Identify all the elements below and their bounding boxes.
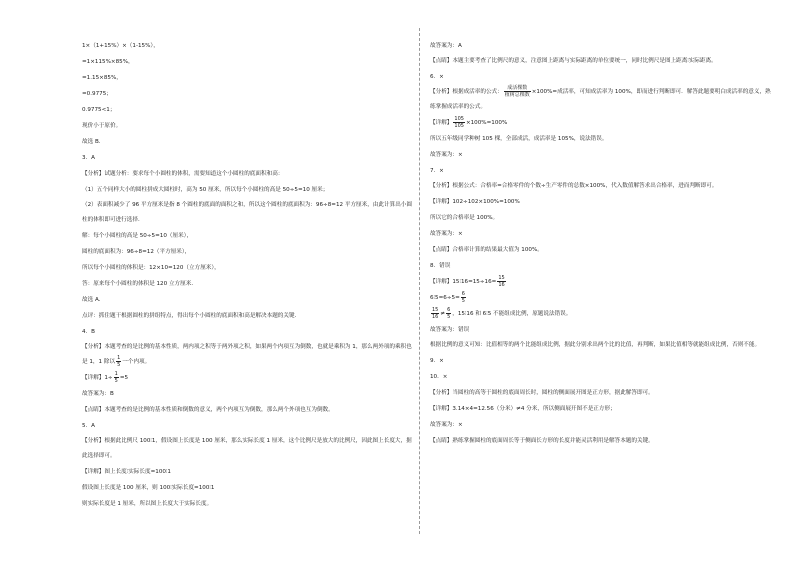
fraction [497, 275, 505, 288]
analysis-text: 【分析】根据成活率的公式： [430, 89, 503, 95]
comment-line: 【点睛】熟练掌握圆柱的底面周长等于侧面长方形的长度并能灵活利用是解答本题的关键。 [430, 438, 654, 444]
not-equal-sign: ≠ [440, 311, 446, 317]
text-line: 答：原来每个小圆柱的体积是 120 立方厘米． [82, 281, 197, 287]
text-line: 1×（1+15%）×（1-15%）， [82, 43, 159, 49]
answer-line: 故答案为：错误 [430, 327, 470, 333]
fraction [446, 307, 451, 320]
comment-line: 【点睛】合格率计算的结果最大值为 100%。 [430, 247, 543, 253]
fraction-denominator: 5 [461, 298, 465, 304]
right-column [430, 38, 772, 449]
text-line: 圆柱的底面积为：96÷8=12（平方厘米）， [82, 249, 191, 255]
left-column [82, 38, 412, 512]
text-line: 故选 A． [82, 297, 105, 303]
line-text: 6∶5=6÷5= [430, 295, 460, 301]
question-number: 8．错误 [430, 263, 451, 269]
analysis-line: 【分析】根据公式：合格率=合格零件的个数÷生产零件的总数×100%，代入数值解答求出合格率，进而判断即可。 [430, 183, 718, 189]
fraction-numerator: 1 [114, 371, 118, 377]
fraction-numerator: 6 [461, 291, 465, 297]
text-line: 所以它的合格率是 100%。 [430, 215, 499, 221]
analysis-text: 一个内项。 [122, 359, 151, 365]
detail-line [430, 274, 772, 290]
fraction-denominator: 105 [454, 123, 464, 129]
fraction-denominator: 5 [117, 362, 121, 368]
column-divider [419, 28, 420, 534]
fraction [431, 307, 439, 320]
detail-text: =5 [119, 375, 129, 381]
question-number: 4．B [82, 329, 95, 335]
text-line: =0.9775； [82, 91, 112, 97]
line-text: ，15∶16 和 6∶5 不能组成比例，原题说法错误。 [452, 311, 572, 317]
comment-line: 【点睛】本题考查的是比例的基本性质和倒数的意义，两个内项互为倒数，那么两个外项也互为倒数。 [82, 407, 334, 413]
text-line: 则实际长度是 1 厘米，所以图上长度大于实际长度。 [82, 501, 213, 507]
text-line: （2）表面积减少了 96 平方厘米是指 8 个圆柱的底面的面积之和，所以这个圆柱的底面积为：96÷8=12 平方厘米，由此计算出小圆柱的体积即可进行选择． [82, 202, 412, 223]
fraction-numerator: 6 [447, 307, 451, 313]
text-line: 0.9775<1； [82, 107, 116, 113]
detail-text: 【详解】 [430, 120, 453, 126]
answer-line: 故答案为：A [430, 43, 462, 49]
text-line: 故选 B． [82, 139, 105, 145]
detail-line: 【详解】102÷102×100%=100% [430, 199, 520, 205]
analysis-line: 【分析】试题分析：要求每个小圆柱的体积，需要知道这个小圆柱的底面积和高： [82, 171, 284, 177]
text-line: 解：每个小圆柱的高是 50÷5=10（厘米）， [82, 233, 193, 239]
detail-text: 【详解】1÷ [82, 375, 113, 381]
answer-line: 故答案为：× [430, 152, 463, 158]
text-line [430, 306, 772, 322]
fraction-numerator: 1 [117, 355, 121, 361]
fraction [116, 355, 121, 368]
fraction [453, 116, 465, 129]
fraction-denominator: 5 [114, 378, 118, 384]
analysis-text: 【分析】本题考查的是比例的基本性质，两内项之积等于两外项之积，如果两个内项互为倒数，也就是乘积为 1，那么两外项的乘积也是 1，1 除以 [82, 344, 412, 365]
fraction-denominator: 16 [498, 282, 505, 288]
fraction-numerator: 成活棵数 [504, 85, 531, 92]
fraction-denominator: 5 [447, 314, 451, 320]
analysis-text: ×100%=成活率，可知成活率为 100%，即而进行判断即可．解答此题要明白成活率的意义，熟练掌握成活率的公式。 [430, 89, 771, 110]
question-number: 9．× [430, 358, 444, 364]
text-line: 所以每个小圆柱的体积是：12×10=120（立方厘米）， [82, 265, 220, 271]
comment-line: 点评：抓住题干根据圆柱的拼组特点，得出每个小圆柱的底面积和高是解决本题的关键． [82, 313, 301, 319]
text-line: =1.15×85%， [82, 75, 122, 81]
answer-line: 故答案为：× [430, 231, 463, 237]
text-line: 根据比例的意义可知：比值相等的两个比能组成比例，据此分别求出两个比的比值，再判断，如果比值相等就能组成比例，否则不能。 [430, 342, 761, 348]
question-number: 10．× [430, 374, 448, 380]
answer-line: 故答案为：B [82, 391, 114, 397]
fraction-numerator: 15 [498, 275, 505, 281]
detail-text: ×100%=100% [465, 120, 508, 126]
analysis-line [430, 85, 772, 115]
fraction-denominator: 植树总棵数 [504, 92, 530, 98]
question-number: 7．× [430, 168, 444, 174]
text-line: （1）五个同样大小的圆柱拼成大圆柱时，高为 50 厘米，所以每个小圆柱的高是 50÷5=10 厘米； [82, 187, 329, 193]
fraction-numerator: 105 [454, 116, 464, 122]
analysis-line: 【分析】当圆柱的高等于圆柱的底面周长时，圆柱的侧面展开图是正方形，据此解答即可。 [430, 390, 654, 396]
detail-line: 【详解】3.14×4=12.56（分米）≠4 分米，所以侧面展开图不是正方形； [430, 406, 616, 412]
text-line [430, 290, 772, 306]
question-number: 3．A [82, 155, 95, 161]
analysis-line: 【分析】根据此比例尺 100∶1，假设图上长度是 100 厘米，那么实际长度 1 厘米，这个比例尺是放大的比例尺，因此图上长度大，据此选择即可。 [82, 438, 412, 459]
fraction-numerator: 15 [432, 307, 439, 313]
detail-line [82, 370, 412, 386]
answer-line: 故答案为：× [430, 422, 463, 428]
text-line: =1×115%×85%， [82, 59, 134, 65]
question-number: 6．× [430, 74, 444, 80]
comment-line: 【点睛】本题主要考查了比例尺的意义，注意图上距离与实际距离的单位要统一，同时比例尺是图上距离∶实际距离。 [430, 58, 717, 64]
detail-text: 【详解】15∶16=15÷16= [430, 279, 497, 285]
fraction [461, 291, 466, 304]
fraction [504, 85, 531, 98]
fraction-denominator: 16 [432, 314, 439, 320]
analysis-line [82, 340, 412, 370]
detail-line: 【详解】图上长度∶实际长度=100∶1 [82, 469, 171, 475]
text-line: 所以五年级同学种树 105 棵，全部成活，成活率是 105%，说法错误。 [430, 136, 608, 142]
detail-line [430, 115, 772, 131]
text-line: 现价小于原价。 [82, 123, 122, 129]
text-line: 假设图上长度是 100 厘米，则 100∶实际长度=100∶1 [82, 485, 215, 491]
question-number: 5．A [82, 423, 95, 429]
fraction [114, 371, 119, 384]
